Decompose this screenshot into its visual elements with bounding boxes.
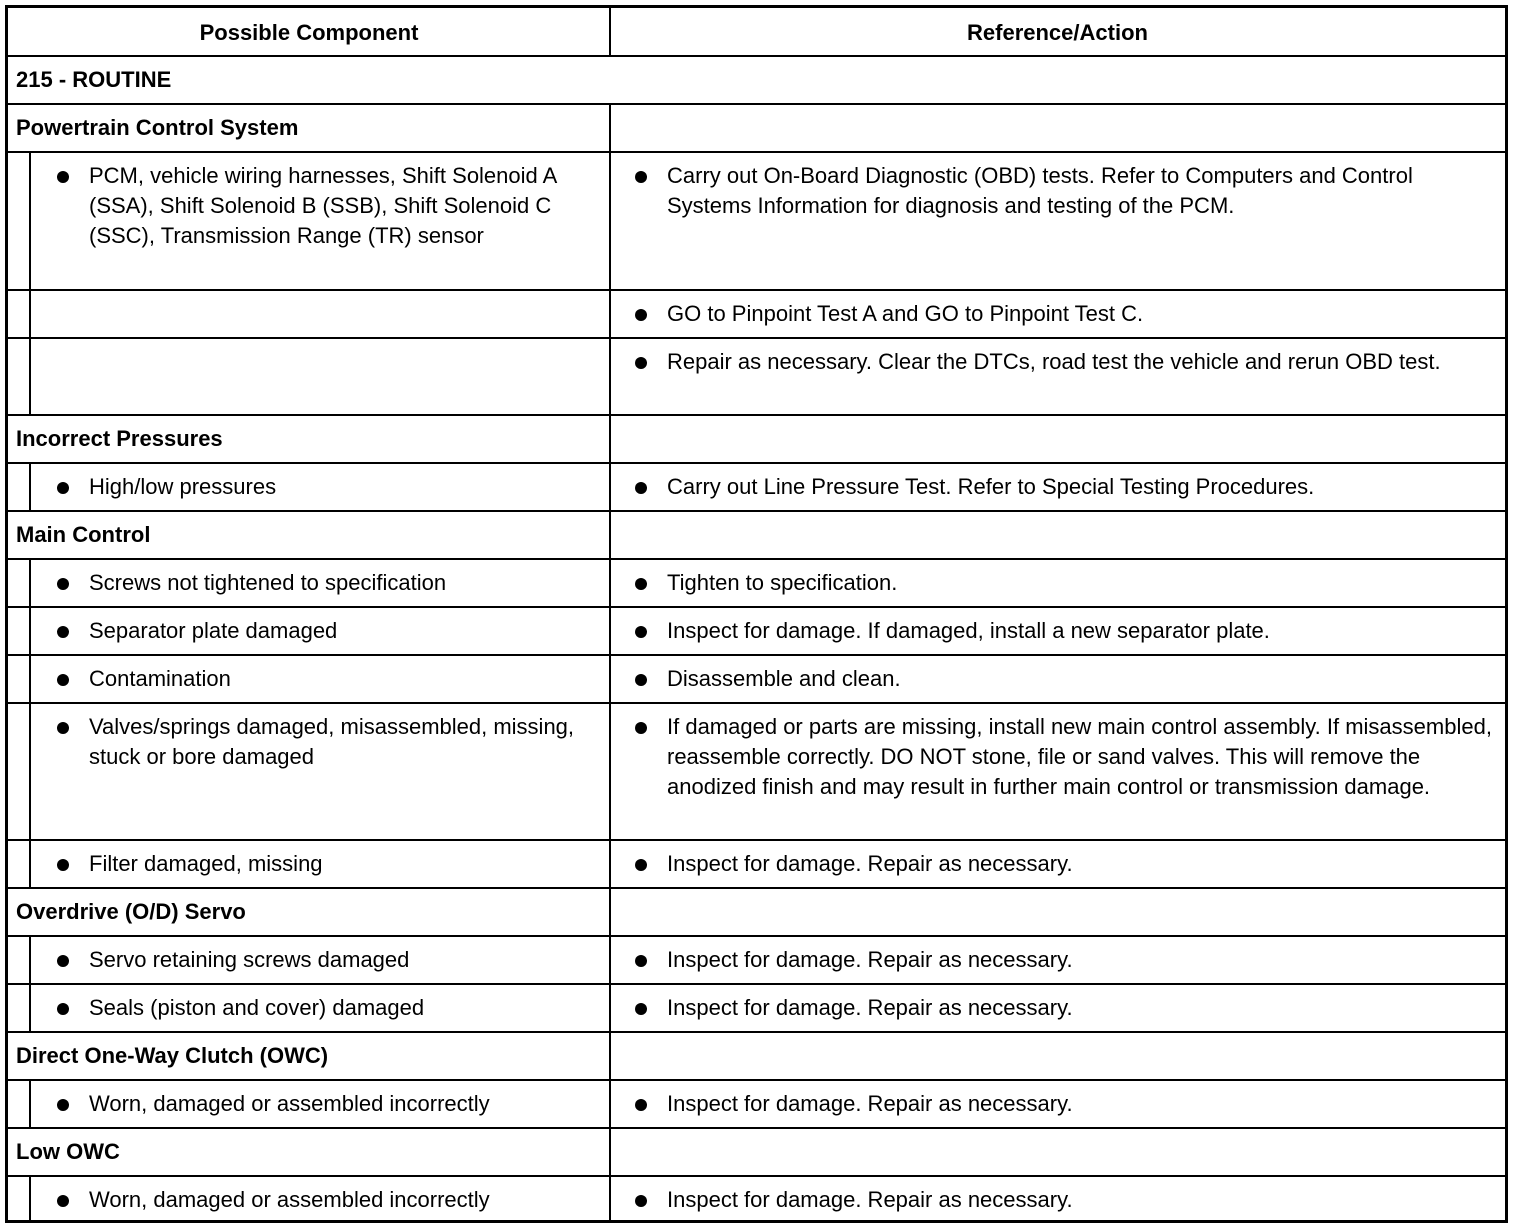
column-divider <box>609 290 611 338</box>
bullet-icon <box>57 578 69 590</box>
action-text: Carry out On-Board Diagnostic (OBD) tests. Refer to Computers and Control Systems Information for diagnosis and testing of the PCM. <box>667 163 1413 218</box>
bullet-icon <box>635 1099 647 1111</box>
column-divider <box>29 936 31 984</box>
column-divider <box>609 1032 611 1080</box>
column-divider <box>609 607 611 655</box>
component-text: PCM, vehicle wiring harnesses, Shift Solenoid A (SSA), Shift Solenoid B (SSB), Shift Solenoid C (SSC), Transmission Range (TR) sensor <box>89 163 557 248</box>
component-text: Separator plate damaged <box>89 618 338 643</box>
component-text: Seals (piston and cover) damaged <box>89 995 425 1020</box>
bullet-icon <box>57 626 69 638</box>
group-title: Powertrain Control System <box>16 115 299 140</box>
bullet-icon <box>57 1195 69 1207</box>
component-text: Contamination <box>89 666 231 691</box>
column-divider <box>29 840 31 888</box>
column-divider <box>609 511 611 559</box>
component-text: Worn, damaged or assembled incorrectly <box>89 1187 490 1212</box>
action-text: Carry out Line Pressure Test. Refer to Special Testing Procedures. <box>667 474 1315 499</box>
row-divider <box>8 337 1505 339</box>
column-divider <box>609 1080 611 1128</box>
column-divider <box>29 984 31 1032</box>
row-divider <box>8 606 1505 608</box>
column-divider <box>609 888 611 936</box>
header-possible-component: Possible Component <box>199 20 419 45</box>
column-divider <box>29 559 31 607</box>
bullet-icon <box>635 1195 647 1207</box>
row-divider <box>8 510 1505 512</box>
action-text: Disassemble and clean. <box>667 666 901 691</box>
header-reference-action: Reference/Action <box>967 20 1148 45</box>
action-text: Inspect for damage. Repair as necessary. <box>667 995 1073 1020</box>
component-text: Valves/springs damaged, misassembled, missing, stuck or bore damaged <box>89 714 575 769</box>
column-divider <box>29 290 31 338</box>
diagnostic-table <box>5 5 1508 1223</box>
bullet-icon <box>635 171 647 183</box>
action-text: Tighten to specification. <box>667 570 898 595</box>
action-text: If damaged or parts are missing, install new main control assembly. If misassembled, reassemble correctly. DO NOT stone, file or sand valves. This will remove the anodized finish and may result in further main control or transmission damage. <box>667 714 1492 799</box>
column-divider <box>29 1080 31 1128</box>
row-divider <box>8 289 1505 291</box>
column-divider <box>609 1128 611 1176</box>
bullet-icon <box>57 722 69 734</box>
column-divider <box>29 152 31 290</box>
row-divider <box>8 414 1505 416</box>
bullet-icon <box>635 674 647 686</box>
column-divider <box>609 415 611 463</box>
action-text: Inspect for damage. Repair as necessary. <box>667 851 1073 876</box>
row-divider <box>8 1175 1505 1177</box>
column-divider <box>29 338 31 415</box>
row-divider <box>8 983 1505 985</box>
bullet-icon <box>57 955 69 967</box>
bullet-icon <box>635 578 647 590</box>
action-text: GO to Pinpoint Test A and GO to Pinpoint Test C. <box>667 301 1144 326</box>
group-title: Direct One-Way Clutch (OWC) <box>16 1043 329 1068</box>
row-divider <box>8 887 1505 889</box>
component-text: High/low pressures <box>89 474 277 499</box>
group-title: Incorrect Pressures <box>16 426 223 451</box>
row-divider <box>8 558 1505 560</box>
action-text: Inspect for damage. Repair as necessary. <box>667 947 1073 972</box>
bullet-icon <box>635 955 647 967</box>
row-divider <box>8 839 1505 841</box>
bullet-icon <box>57 171 69 183</box>
row-divider <box>8 1031 1505 1033</box>
column-divider <box>609 936 611 984</box>
column-divider <box>609 840 611 888</box>
row-divider <box>8 654 1505 656</box>
bullet-icon <box>57 482 69 494</box>
column-divider <box>609 8 611 56</box>
column-divider <box>609 984 611 1032</box>
row-divider <box>8 55 1505 57</box>
column-divider <box>609 655 611 703</box>
bullet-icon <box>57 1003 69 1015</box>
group-title: Low OWC <box>16 1139 120 1164</box>
bullet-icon <box>57 674 69 686</box>
component-text: Servo retaining screws damaged <box>89 947 410 972</box>
column-divider <box>29 463 31 511</box>
column-divider <box>609 338 611 415</box>
action-text: Inspect for damage. Repair as necessary. <box>667 1187 1073 1212</box>
component-text: Screws not tightened to specification <box>89 570 447 595</box>
group-title: Overdrive (O/D) Servo <box>16 899 246 924</box>
action-text: Inspect for damage. Repair as necessary. <box>667 1091 1073 1116</box>
row-divider <box>8 1127 1505 1129</box>
bullet-icon <box>635 1003 647 1015</box>
row-divider <box>8 935 1505 937</box>
bullet-icon <box>635 357 647 369</box>
routine-label: 215 - ROUTINE <box>16 67 172 92</box>
action-text: Inspect for damage. If damaged, install a new separator plate. <box>667 618 1270 643</box>
column-divider <box>29 655 31 703</box>
bullet-icon <box>635 722 647 734</box>
bullet-icon <box>57 1099 69 1111</box>
column-divider <box>29 703 31 840</box>
component-text: Worn, damaged or assembled incorrectly <box>89 1091 490 1116</box>
column-divider <box>609 463 611 511</box>
row-divider <box>8 1079 1505 1081</box>
bullet-icon <box>635 482 647 494</box>
column-divider <box>29 607 31 655</box>
bullet-icon <box>57 859 69 871</box>
row-divider <box>8 151 1505 153</box>
bullet-icon <box>635 309 647 321</box>
bullet-icon <box>635 859 647 871</box>
row-divider <box>8 462 1505 464</box>
column-divider <box>609 104 611 152</box>
action-text: Repair as necessary. Clear the DTCs, road test the vehicle and rerun OBD test. <box>667 349 1441 374</box>
column-divider <box>29 1176 31 1223</box>
column-divider <box>609 703 611 840</box>
column-divider <box>609 152 611 290</box>
group-title: Main Control <box>16 522 151 547</box>
column-divider <box>609 1176 611 1223</box>
row-divider <box>8 702 1505 704</box>
bullet-icon <box>635 626 647 638</box>
row-divider <box>8 103 1505 105</box>
column-divider <box>609 559 611 607</box>
component-text: Filter damaged, missing <box>89 851 323 876</box>
